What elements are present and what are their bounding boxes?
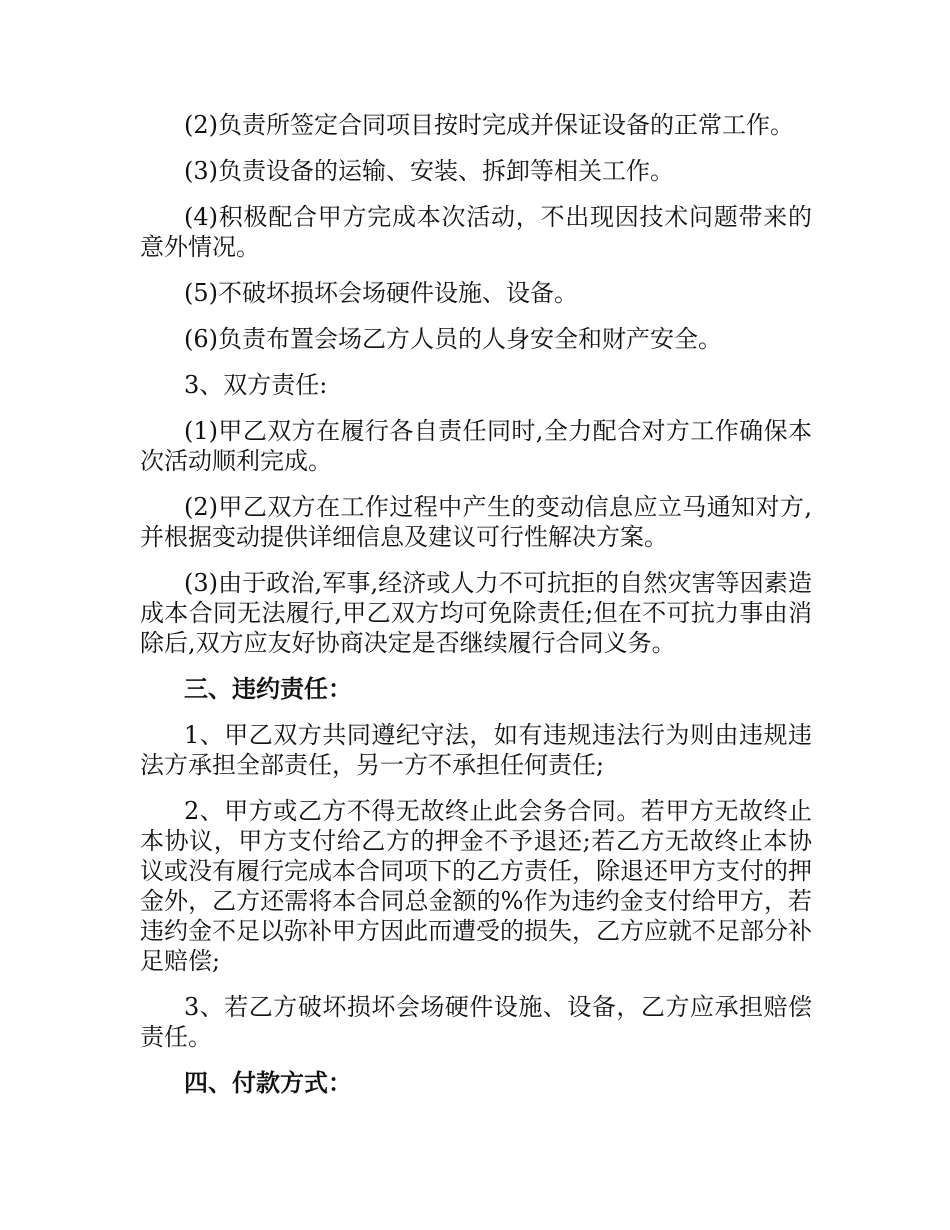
breach-clause-1: 1、甲乙双方共同遵纪守法，如有违规违法行为则由违规违法方承担全部责任，另一方不承担任何责任; [140,721,812,779]
clause-4: (4)积极配合甲方完成本次活动，不出现因技术问题带来的意外情况。 [140,203,812,261]
clause-3: (3)负责设备的运输、安装、拆卸等相关工作。 [184,157,674,185]
document-page [140,110,812,1114]
clause-6: (6)负责布置会场乙方人员的人身安全和财产安全。 [184,325,722,353]
clause-5: (5)不破坏损坏会场硬件设施、设备。 [184,279,578,307]
section-heading-payment: 四、付款方式： [184,1069,352,1097]
breach-clause-2: 2、甲方或乙方不得无故终止此会务合同。若甲方无故终止本协议，甲方支付给乙方的押金不予退还;若乙方无故终止本协议或没有履行完成本合同项下的乙方责任，除退还甲方支付的押金外，乙方还需将本合同总金额的%作为违约金支付给甲方，若违约金不足以弥补甲方因此而遭受的损失，乙方应就不足部分补足赔偿; [140,797,812,975]
mutual-clause-3: (3)由于政治,军事,经济或人力不可抗拒的自然灾害等因素造成本合同无法履行,甲乙双方均可免除责任;但在不可抗力事由消除后,双方应友好协商决定是否继续履行合同义务。 [140,569,812,657]
breach-clause-3: 3、若乙方破坏损坏会场硬件设施、设备，乙方应承担赔偿责任。 [140,993,812,1051]
section-heading-breach: 三、违约责任： [184,675,352,703]
mutual-clause-2: (2)甲乙双方在工作过程中产生的变动信息应立马通知对方,并根据变动提供详细信息及建议可行性解决方案。 [140,493,812,551]
mutual-clause-1: (1)甲乙双方在履行各自责任同时,全力配合对方工作确保本次活动顺利完成。 [140,417,812,475]
clause-2: (2)负责所签定合同项目按时完成并保证设备的正常工作。 [184,111,794,139]
mutual-responsibility-title: 3、双方责任: [184,371,328,399]
